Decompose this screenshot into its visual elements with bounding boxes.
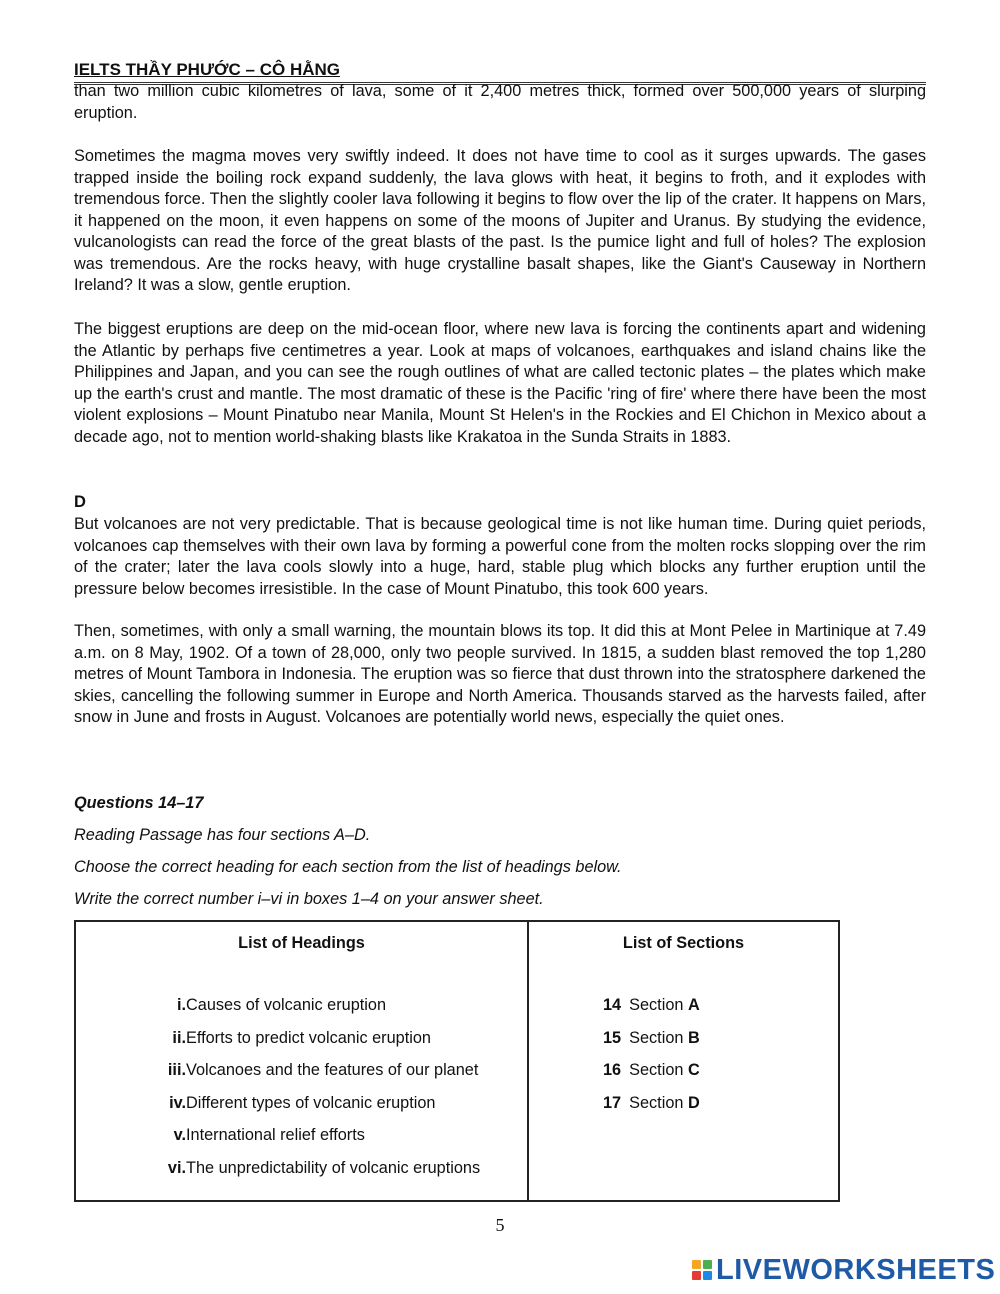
section-word: Section bbox=[629, 1028, 684, 1047]
heading-number: ii. bbox=[172, 1028, 186, 1047]
headings-list bbox=[76, 996, 527, 1192]
logo-square bbox=[703, 1271, 712, 1280]
heading-text: Causes of volcanic eruption bbox=[186, 996, 387, 1014]
liveworksheets-logo[interactable] bbox=[692, 1253, 995, 1287]
page-number: 5 bbox=[495, 1215, 505, 1235]
question-number: 17 bbox=[603, 1093, 622, 1112]
section-word: Section bbox=[629, 1093, 684, 1112]
heading-number: vi. bbox=[167, 1158, 186, 1177]
page-header: IELTS THẦY PHƯỚC – CÔ HẰNG bbox=[74, 60, 926, 85]
instruction-1: Reading Passage has four sections A–D. bbox=[74, 826, 371, 844]
heading-text: Different types of volcanic eruption bbox=[186, 1093, 436, 1112]
heading-item bbox=[76, 1029, 527, 1062]
section-letter: C bbox=[687, 1061, 700, 1080]
section-item bbox=[529, 1094, 838, 1127]
passage-paragraph-4: But volcanoes are not very predictable. That is because geological time is not like human time. During quiet periods, volcanoes cap themselves with their own lava by forming a powerful cone from the molten rocks slopping over the rim of the crater; later the lava cools slowly into a huge, hard, stable plug which blocks any further eruption until the pressure below becomes irresistible. In the case of Mount Pinatubo, this took 600 years. bbox=[74, 515, 926, 598]
heading-text: International relief efforts bbox=[186, 1126, 365, 1145]
passage-paragraph-2: Sometimes the magma moves very swiftly indeed. It does not have time to cool as it surges upwards. The gases trapped inside the boiling rock expand suddenly, the lava glows with heat, it begins to froth, and it explodes with tremendous force. Then the slightly cooler lava following it begins to flow over the lip of the crater. It happens on Mars, it happened on the moon, it even happens on some of the moons of Jupiter and Uranus. By studying the evidence, vulcanologists can read the force of the great blasts of the past. Is the pumice light and full of holes? The explosion was tremendous. Are the rocks heavy, with huge crystalline basalt shapes, like the Giant's Causeway in Northern Ireland? It was a slow, gentle eruption. bbox=[74, 147, 926, 294]
questions-title: Questions 14–17 bbox=[74, 794, 204, 812]
heading-number: i. bbox=[176, 996, 186, 1014]
sections-list-title: List of Sections bbox=[622, 934, 745, 952]
section-letter: A bbox=[687, 996, 700, 1014]
section-word: Section bbox=[629, 996, 684, 1014]
logo-grid-icon bbox=[692, 1260, 712, 1280]
logo-square bbox=[692, 1271, 701, 1280]
passage-paragraph-3: The biggest eruptions are deep on the mid-ocean floor, where new lava is forcing the continents apart and widening the Atlantic by perhaps five centimetres a year. Look at maps of volcanoes, earthquakes and island chains like the Philippines and Japan, and you can see the rough outlines of what are called tectonic plates – the plates which make up the earth's crust and mantle. The most dramatic of these is the Pacific 'ring of fire' where there have been the most violent explosions – Mount Pinatubo near Manila, Mount St Helen's in the Rockies and El Chichon in Mexico about a decade ago, not to mention world-shaking blasts like Krakatoa in the Sunda Straits in 1883. bbox=[74, 320, 926, 446]
heading-item bbox=[76, 1094, 527, 1127]
section-word: Section bbox=[629, 1061, 684, 1080]
instruction-3: Write the correct number i–vi in boxes 1–4 on your answer sheet. bbox=[74, 890, 544, 908]
sections-list bbox=[529, 996, 838, 1126]
logo-square bbox=[692, 1260, 701, 1269]
question-number: 16 bbox=[603, 1061, 622, 1080]
logo-square bbox=[703, 1260, 712, 1269]
section-letter: D bbox=[687, 1093, 700, 1112]
heading-item bbox=[76, 996, 527, 1029]
heading-item bbox=[76, 1061, 527, 1094]
section-item bbox=[529, 1061, 838, 1094]
heading-number: v. bbox=[173, 1126, 186, 1145]
headings-column bbox=[75, 921, 528, 1201]
heading-text: Efforts to predict volcanic eruption bbox=[186, 1028, 431, 1047]
passage-paragraph-1: than two million cubic kilometres of lava, some of it 2,400 metres thick, formed over 500,000 years of slurping eruption. bbox=[74, 82, 926, 122]
sections-column bbox=[528, 921, 839, 1201]
headings-table bbox=[74, 920, 840, 1202]
heading-text: The unpredictability of volcanic eruptions bbox=[186, 1158, 481, 1177]
section-item bbox=[529, 1029, 838, 1062]
section-item bbox=[529, 996, 838, 1029]
question-number: 15 bbox=[603, 1028, 622, 1047]
passage-paragraph-5: Then, sometimes, with only a small warning, the mountain blows its top. It did this at Mont Pelee in Martinique at 7.49 a.m. on 8 May, 1902. Of a town of 28,000, only two people survived. In 1815, a sudden blast removed the top 1,280 metres of Mount Tambora in Indonesia. The eruption was so fierce that dust thrown into the stratosphere darkened the skies, cancelling the following summer in Europe and North America. Thousands starved as the harvests failed, after snow in June and frosts in August. Volcanoes are potentially world news, especially the quiet ones. bbox=[74, 622, 926, 726]
section-letter-d: D bbox=[74, 493, 86, 511]
logo-text: LIVEWORKSHEETS bbox=[716, 1253, 996, 1286]
section-letter: B bbox=[687, 1028, 700, 1047]
heading-text: Volcanoes and the features of our planet bbox=[186, 1061, 479, 1080]
instruction-2: Choose the correct heading for each section from the list of headings below. bbox=[74, 858, 622, 876]
heading-number: iii. bbox=[167, 1061, 186, 1080]
heading-item bbox=[76, 1126, 527, 1159]
heading-item bbox=[76, 1159, 527, 1192]
heading-number: iv. bbox=[169, 1093, 186, 1112]
headings-list-title: List of Headings bbox=[238, 934, 365, 952]
question-number: 14 bbox=[603, 996, 622, 1014]
